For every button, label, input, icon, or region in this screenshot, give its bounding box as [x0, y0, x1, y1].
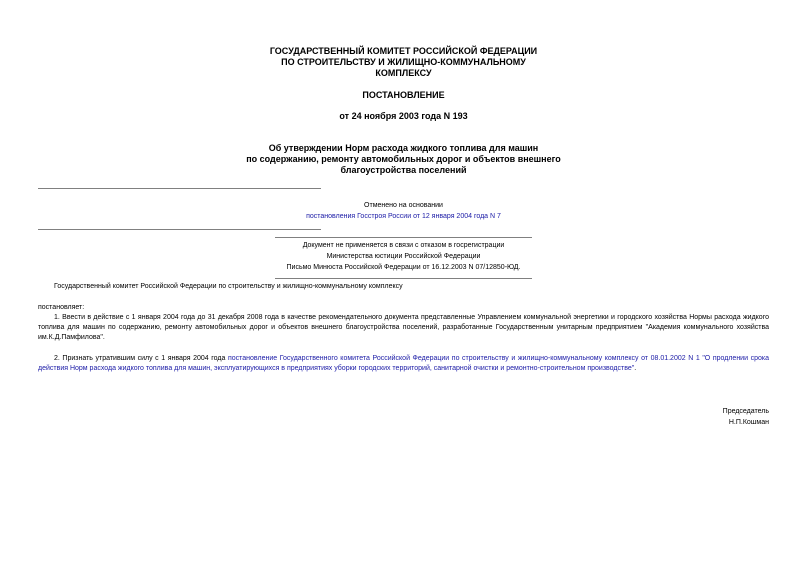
item-2-paragraph — [38, 354, 769, 374]
signature-name: Н.П.Кошман — [728, 419, 769, 426]
divider — [38, 229, 321, 230]
intro-paragraph: Государственный комитет Российской Федерации по строительству и жилищно-коммунальному комплексу — [54, 283, 403, 290]
signature-role: Председатель — [722, 408, 769, 415]
item-1-paragraph: 1. Ввести в действие с 1 января 2004 года до 31 декабря 2008 года в качестве рекомендательного документа представленные Управлением коммунальной энергетики и городского хозяйства Нормы расхода жидкого топлива для машин по содержанию, ремонту автомобильных дорог и объектов внешнего благоустройства поселений, разработанные Государственным унитарным предприятием "Академия коммунального хозяйства им.К.Д.Памфилова". — [38, 314, 769, 341]
org-name-line-3: КОМПЛЕКСУ — [375, 68, 432, 78]
registration-note-line-1: Документ не применяется в связи с отказом в госрегистрации — [302, 242, 505, 249]
org-name-line-2: ПО СТРОИТЕЛЬСТВУ И ЖИЛИЩНО-КОММУНАЛЬНОМУ — [281, 57, 526, 67]
cancel-note-link[interactable]: постановления Госстроя России от 12 января 2004 года N 7 — [306, 213, 501, 220]
cancel-note-text: Отменено на основании — [364, 202, 443, 209]
document-title-line-2: по содержанию, ремонту автомобильных дорог и объектов внешнего — [246, 154, 561, 164]
divider — [275, 278, 532, 279]
resolves-label: постановляет: — [38, 304, 85, 311]
item-2-prefix: 2. Признать утратившим силу с 1 января 2004 года — [54, 355, 228, 362]
document-title-line-1: Об утверждении Норм расхода жидкого топлива для машин — [268, 143, 539, 153]
item-2-link[interactable]: постановление Государственного комитета Российской Федерации по строительству и жилищно-коммунальному комплексу от 08.01.2002 N 1 "О продлении срока действия Норм расхода жидкого топлива для машин, эксплуатирующихся в предприятиях уборки городских территорий, санитарной очистки и ремонтно-строительном производстве" — [38, 355, 769, 372]
divider — [275, 237, 532, 238]
registration-note-line-2: Министерства юстиции Российской Федерации — [326, 253, 481, 260]
registration-note-line-3: Письмо Минюста Российской Федерации от 16.12.2003 N 07/12850-ЮД. — [286, 264, 521, 271]
divider — [38, 188, 321, 189]
document-date: от 24 ноября 2003 года N 193 — [339, 111, 468, 121]
item-2-suffix: . — [634, 365, 637, 372]
document-type: ПОСТАНОВЛЕНИЕ — [362, 90, 445, 100]
document-title-line-3: благоустройства поселений — [340, 165, 467, 175]
org-name-line-1: ГОСУДАРСТВЕННЫЙ КОМИТЕТ РОССИЙСКОЙ ФЕДЕРАЦИИ — [269, 46, 538, 56]
